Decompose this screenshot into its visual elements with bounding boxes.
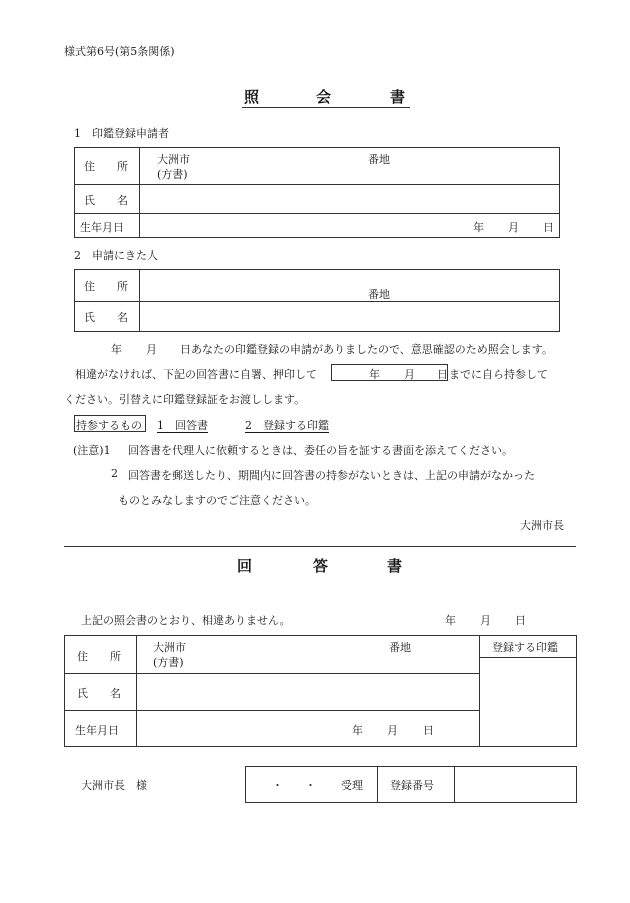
addressee: 大洲市長 様 [81, 779, 147, 792]
answer-date-year: 年 [445, 614, 456, 627]
section2-heading: 2 申請にきた人 [74, 249, 158, 262]
body-line2-post: までに自ら持参して [449, 368, 548, 381]
answer-title-char: 答 [313, 557, 329, 575]
seal-header-divider [479, 657, 577, 658]
bring-item-seal: 2 登録する印鑑 [245, 419, 329, 432]
requester-address-label: 住 所 [84, 280, 128, 293]
applicant-dob-year: 年 [473, 221, 484, 234]
note-2-number: 2 [111, 467, 118, 480]
inquiry-title [240, 86, 412, 108]
answer-title-char: 回 [237, 557, 253, 575]
receipt-label: 受理 [341, 779, 363, 792]
note-label: (注意)1 [73, 444, 111, 457]
answer-dob-label: 生年月日 [75, 724, 119, 737]
body-line1-month: 月 [146, 343, 157, 356]
form-number: 様式第6号(第5条関係) [64, 45, 175, 58]
applicant-dob-label: 生年月日 [80, 221, 124, 234]
answer-statement: 上記の照会書のとおり、相違ありません。 [81, 614, 291, 627]
deadline-date-box [331, 364, 448, 381]
answer-title [237, 555, 409, 577]
row-divider [64, 673, 479, 674]
answer-address-banchi: 番地 [389, 641, 411, 654]
column-divider [139, 147, 140, 238]
deadline-year: 年 [369, 368, 380, 381]
answer-name-label: 氏 名 [77, 687, 121, 700]
answer-date-month: 月 [480, 614, 491, 627]
issuer: 大洲市長 [520, 519, 564, 532]
body-line1-text: 日あなたの印鑑登録の申請がありましたので、意思確認のため照会します。 [180, 343, 553, 356]
applicant-address-label: 住 所 [84, 160, 128, 173]
applicant-name-label: 氏 名 [84, 194, 128, 207]
answer-address-label: 住 所 [77, 650, 121, 663]
bring-label: 持参するもの [76, 419, 142, 432]
bring-item-answer-form: 1 回答書 [157, 419, 208, 432]
inquiry-title-char: 書 [390, 88, 406, 106]
row-divider [74, 301, 560, 302]
body-line2-pre: 相違がなければ、下記の回答書に自署、押印して [75, 368, 317, 381]
answer-dob-day: 日 [423, 724, 434, 737]
column-divider [377, 766, 378, 803]
inquiry-title-underline [242, 107, 410, 108]
applicant-address-care-of: (方書) [157, 168, 188, 181]
note-1: 回答書を代理人に依頼するときは、委任の旨を証する書面を添えてください。 [128, 444, 513, 457]
applicant-dob-day: 日 [543, 221, 554, 234]
column-divider [454, 766, 455, 803]
body-line3: ください。引替えに印鑑登録証をお渡しします。 [64, 393, 306, 406]
row-divider [74, 213, 560, 214]
applicant-address-city: 大洲市 [157, 153, 190, 166]
row-divider [74, 184, 560, 185]
inquiry-title-char: 照 [244, 88, 260, 106]
applicant-address-banchi: 番地 [368, 153, 390, 166]
note-2-line1: 回答書を郵送したり、期間内に回答書の持参がないときは、上記の申請がなかった [128, 469, 535, 482]
receipt-date-dots: ・ ・ [272, 779, 316, 792]
note-2-line2: ものとみなしますのでご注意ください。 [118, 494, 316, 507]
section-separator [64, 546, 576, 547]
requester-name-label: 氏 名 [84, 311, 128, 324]
requester-address-banchi: 番地 [368, 288, 390, 301]
seal-label: 登録する印鑑 [492, 641, 558, 654]
deadline-month: 月 [404, 368, 415, 381]
section1-heading: 1 印鑑登録申請者 [74, 127, 169, 140]
column-divider [139, 269, 140, 332]
row-divider [64, 710, 479, 711]
applicant-dob-month: 月 [508, 221, 519, 234]
answer-address-city: 大洲市 [153, 641, 186, 654]
applicant-table [74, 147, 560, 238]
deadline-day: 日 [437, 368, 448, 381]
inquiry-title-char: 会 [316, 88, 332, 106]
registration-number-label: 登録番号 [390, 779, 434, 792]
answer-dob-year: 年 [352, 724, 363, 737]
column-divider [479, 635, 480, 747]
body-line1-year: 年 [111, 343, 122, 356]
answer-title-char: 書 [387, 557, 403, 575]
answer-dob-month: 月 [387, 724, 398, 737]
answer-date-day: 日 [515, 614, 526, 627]
column-divider [136, 635, 137, 747]
answer-address-care-of: (方書) [153, 656, 184, 669]
